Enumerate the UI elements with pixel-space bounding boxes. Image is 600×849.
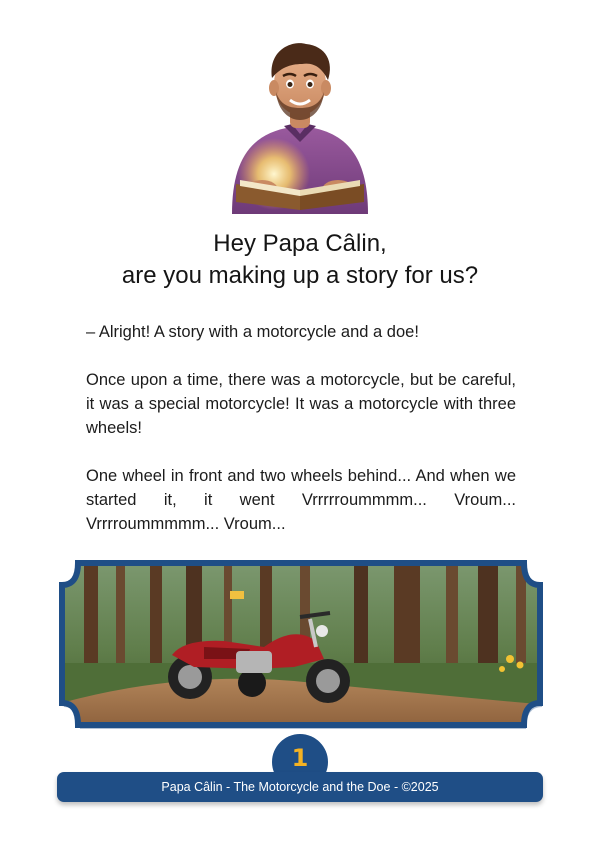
story-paragraph: Once upon a time, there was a motorcycle, but be careful, it was a special motorcycle! It was a motorcycle with three wheels! — [86, 371, 516, 437]
page-heading — [40, 228, 560, 292]
narrator-illustration — [222, 38, 378, 214]
motorcycle-scene-illustration — [54, 555, 548, 733]
heading-line-1: Hey Papa Câlin, — [213, 230, 387, 257]
story-paragraph: One wheel in front and two wheels behind... And when we started it, it went Vrrrrroummmm... Vroum... Vrrrroummmmm... Vroum... — [86, 467, 516, 533]
story-text — [86, 320, 516, 560]
heading-line-2: are you making up a story for us? — [121, 262, 479, 289]
footer-text: Papa Câlin - The Motorcycle and the Doe - ©2025 — [161, 780, 439, 794]
page-number: 1 — [291, 744, 309, 772]
footer-bar — [57, 772, 543, 802]
story-paragraph: – Alright! A story with a motorcycle and a doe! — [86, 323, 419, 341]
